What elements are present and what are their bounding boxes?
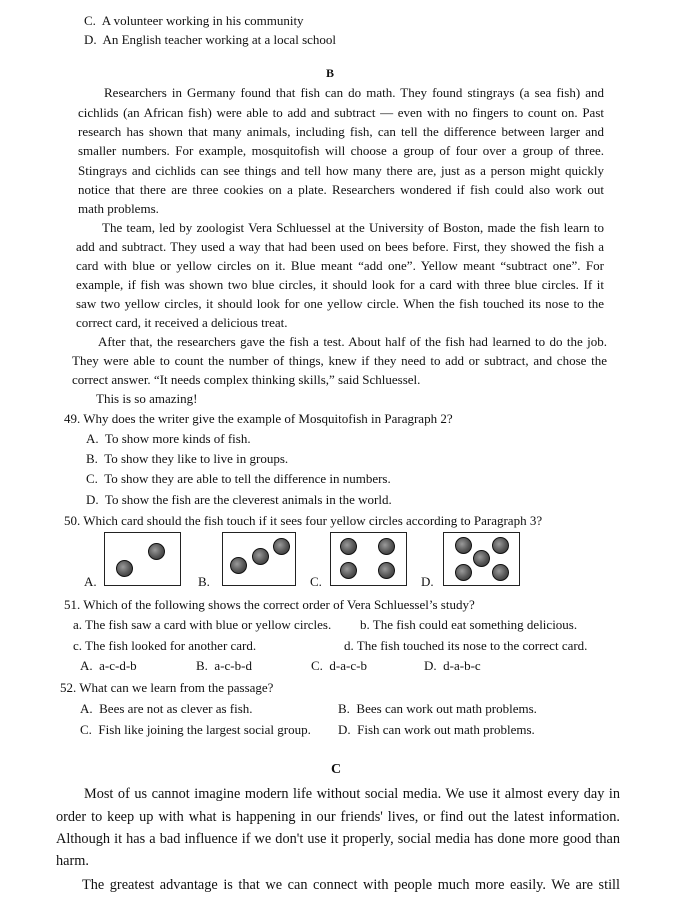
q51-event-d: d. The fish touched its nose to the correct card. — [344, 638, 588, 653]
q51-option-d[interactable]: D. d-a-b-c — [424, 658, 481, 673]
option-letter: C. — [310, 574, 322, 589]
circle-icon — [148, 543, 165, 560]
q49-option-c[interactable]: C. To show they are able to tell the difference in numbers. — [86, 471, 391, 486]
circle-icon — [230, 557, 247, 574]
text-line: card with blue or yellow circles on it. Blue meant “add one”. Yellow meant “subtract one”. For — [76, 258, 604, 273]
text-line: Most of us cannot imagine modern life without social media. We use it almost every day in — [84, 786, 620, 802]
section-b-heading: B — [326, 66, 335, 80]
text-line: correct answer. “It needs complex thinking skills,” said Schluessel. — [72, 372, 421, 387]
circle-icon — [455, 564, 472, 581]
q52-option-a[interactable]: A. Bees are not as clever as fish. — [80, 701, 253, 716]
option-letter: A. — [84, 574, 97, 589]
text-line: The team, led by zoologist Vera Schluessel at the University of Boston, made the fish learn to — [102, 220, 604, 235]
circle-icon — [378, 538, 395, 555]
circle-icon — [492, 537, 509, 554]
q49-option-b[interactable]: B. To show they like to live in groups. — [86, 451, 289, 466]
prev-option-c: C. A volunteer working in his community — [84, 13, 304, 28]
text-line: Stingrays and cichlids can see things and tell how many there are, just as a person might quickly — [78, 163, 604, 178]
text-line: example, if fish was shown two blue circles, it should look for a card with three blue circles. If it — [76, 277, 604, 292]
text-line: Researchers in Germany found that fish can do math. They found stingrays (a sea fish) and — [104, 85, 604, 100]
text-line: add and subtract. They used a way that had been used on bees before. First, they showed the fish a — [76, 239, 604, 254]
circle-icon — [273, 538, 290, 555]
q51-option-c[interactable]: C. d-a-c-b — [311, 658, 367, 673]
text-line: math problems. — [78, 201, 159, 216]
q51-event-a: a. The fish saw a card with blue or yellow circles. — [73, 617, 332, 632]
prev-option-d: D. An English teacher working at a local school — [84, 32, 337, 47]
q51-option-b[interactable]: B. a-c-b-d — [196, 658, 252, 673]
q52-option-d[interactable]: D. Fish can work out math problems. — [338, 722, 535, 737]
q51-option-a[interactable]: A. a-c-d-b — [80, 658, 137, 673]
circle-card-c[interactable] — [330, 532, 407, 586]
circle-icon — [116, 560, 133, 577]
q51-event-c: c. The fish looked for another card. — [73, 638, 257, 653]
text-line: correct card, it received a delicious treat. — [76, 315, 288, 330]
option-letter: B. — [198, 574, 210, 589]
circle-icon — [473, 550, 490, 567]
q51-stem: 51. Which of the following shows the correct order of Vera Schluessel’s study? — [64, 597, 475, 612]
text-line: saw two yellow circles, it should look for one yellow circle. When the fish touched its nose to the — [76, 296, 604, 311]
circle-icon — [378, 562, 395, 579]
circle-icon — [455, 537, 472, 554]
text-line: After that, the researchers gave the fish a test. About half of the fish had learned to do the job. — [98, 334, 607, 349]
circle-card-a[interactable] — [104, 532, 181, 586]
text-line: They were able to count the number of things, knew if they need to add or subtract, and chose the — [72, 353, 607, 368]
q52-stem: 52. What can we learn from the passage? — [60, 680, 274, 695]
section-c-heading: C — [331, 762, 342, 777]
text-line: The greatest advantage is that we can connect with people much more easily. We are still — [82, 877, 620, 893]
circle-card-b[interactable] — [222, 532, 296, 586]
q49-stem: 49. Why does the writer give the example of Mosquitofish in Paragraph 2? — [64, 411, 453, 426]
circle-icon — [340, 538, 357, 555]
text-line: research has shown that many animals, including fish, can tell the difference between larger and — [78, 124, 604, 139]
circle-icon — [492, 564, 509, 581]
section-b-paragraph-4: This is so amazing! — [96, 391, 198, 406]
text-line: cichlids (an African fish) were able to add and subtract — even with no fingers to count on. Past — [78, 105, 604, 120]
q52-option-b[interactable]: B. Bees can work out math problems. — [338, 701, 537, 716]
text-line: Although it has a bad influence if we don't use it properly, social media has done more good than — [56, 831, 620, 847]
circle-icon — [340, 562, 357, 579]
q49-option-a[interactable]: A. To show more kinds of fish. — [86, 431, 251, 446]
q50-stem: 50. Which card should the fish touch if it sees four yellow circles according to Paragraph 3? — [64, 513, 543, 528]
q49-option-d[interactable]: D. To show the fish are the cleverest animals in the world. — [86, 492, 392, 507]
option-letter: D. — [421, 574, 434, 589]
text-line: smaller numbers. For example, mosquitofish will choose a group of four over a group of three. — [78, 143, 604, 158]
text-line: harm. — [56, 853, 89, 869]
q52-option-c[interactable]: C. Fish like joining the largest social group. — [80, 722, 311, 737]
text-line: order to keep up with what is happening in our friends' lives, or find out the latest information. — [56, 809, 620, 825]
q51-event-b: b. The fish could eat something delicious. — [360, 617, 578, 632]
circle-icon — [252, 548, 269, 565]
text-line: notice that there are three cookies on a plate. Researchers wondered if fish could also work out — [78, 182, 604, 197]
circle-card-d[interactable] — [443, 532, 520, 586]
